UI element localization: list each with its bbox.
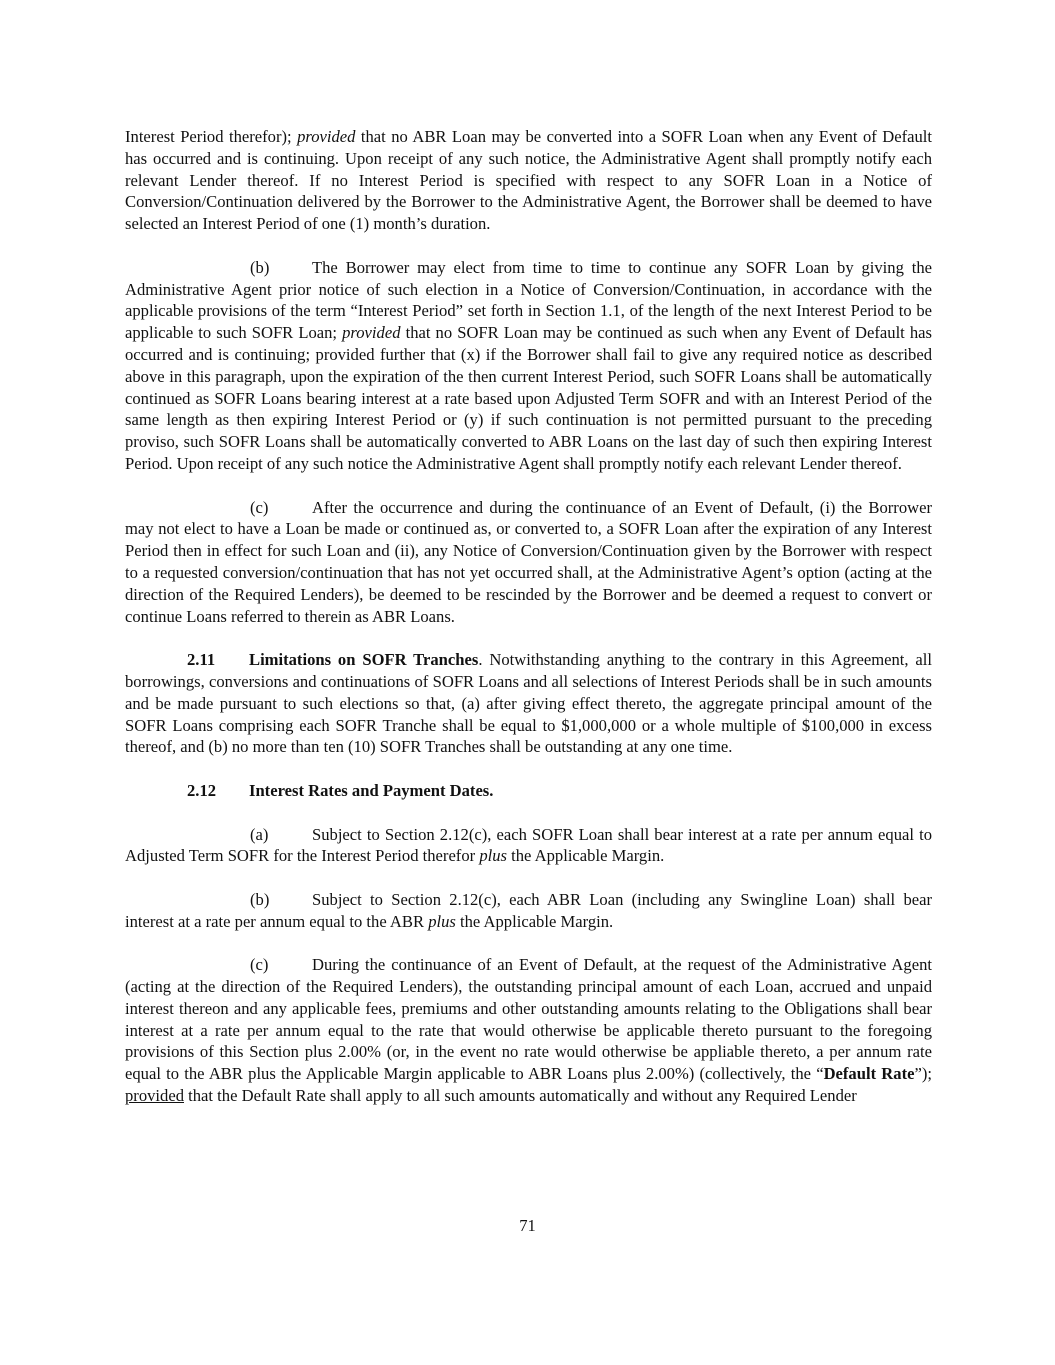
- paragraph-a-sofr-interest: [125, 824, 932, 868]
- text-run: After the occurrence and during the continuance of an Event of Default, (i) the Borrower may not elect to have a Loan be made or continued as, or converted to, a SOFR Loan after the expiration of any Interest Period then in effect for such Loan and (ii), any Notice of Conversion/Continuation given by the Borrower with respect to a requested conversion/continuation that has not yet occurred shall, at the Administrative Agent’s option (acting at the direction of the Required Lenders), be deemed to be rescinded by the Borrower and be deemed a request to convert or continue Loans referred to therein as ABR Loans.: [125, 497, 932, 626]
- italic-run: provided: [297, 127, 356, 146]
- text-run: Subject to Section 2.12(c), each ABR Loan (including any Swingline Loan) shall bear interest at a rate per annum equal to the ABR: [125, 889, 932, 931]
- text-run: that the Default Rate shall apply to all such amounts automatically and without any Required Lender: [184, 1086, 857, 1106]
- section-2-12-heading: [187, 780, 932, 802]
- paragraph-c-default-rate: [125, 954, 932, 1107]
- paragraph-continued: [125, 126, 932, 235]
- section-number: 2.12: [187, 780, 217, 800]
- page-number: 71: [519, 1216, 536, 1235]
- text-run: The Borrower may elect from time to time to continue any SOFR Loan by giving the Administrative Agent prior notice of such election in a Notice of Conversion/Continuation, in accordance with the applicable provisions of the term “Interest Period” set forth in Section 1.1, of the length of the next Interest Period to be applicable to such SOFR Loan;: [125, 257, 932, 343]
- text-run: that no SOFR Loan may be continued as such when any Event of Default has occurred and is continuing; provided further that (x) if the Borrower shall fail to give any required notice as described above in this paragraph, upon the expiration of the then current Interest Period, such SOFR Loans shall be automatically continued as SOFR Loans bearing interest at a rate based upon Adjusted Term SOFR and with an Interest Period of the same length as then expiring Interest Period or (y) if such continuation is not permitted pursuant to the preceding proviso, such SOFR Loans shall be automatically converted to ABR Loans on the last day of such then expiring Interest Period. Upon receipt of any such notice the Administrative Agent shall promptly notify each relevant Lender thereof.: [125, 323, 932, 473]
- paragraph-c-event-of-default: [125, 497, 932, 628]
- italic-run: provided: [342, 323, 401, 343]
- section-title: Interest Rates and Payment Dates.: [249, 780, 494, 800]
- text-run: Interest Period therefor);: [125, 127, 298, 146]
- clause-label: (a): [250, 824, 269, 844]
- clause-label: (c): [250, 955, 269, 975]
- text-run: ”);: [914, 1064, 932, 1084]
- text-run: that no ABR Loan may be converted into a SOFR Loan when any Event of Default has occurred and is continuing. Upon receipt of any such notice, the Administrative Agent shall promptly notify each relevant Lender thereof. If no Interest Period is specified with respect to any SOFR Loan in a Notice of Conversion/Continuation delivered by the Borrower to the Administrative Agent, the Borrower shall be deemed to have selected an Interest Period of one (1) month’s duration.: [125, 127, 932, 234]
- paragraph-b-abr-interest: [125, 889, 932, 933]
- section-title: Limitations on SOFR Tranches: [249, 650, 479, 670]
- clause-label: (b): [250, 889, 270, 909]
- text-run: Subject to Section 2.12(c), each SOFR Loan shall bear interest at a rate per annum equal to Adjusted Term SOFR for the Interest Period therefor: [125, 824, 932, 866]
- section-2-11: [125, 649, 932, 758]
- document-body: [125, 126, 932, 1129]
- paragraph-b-continuation: [125, 257, 932, 475]
- clause-label: (b): [250, 257, 270, 277]
- section-number: 2.11: [187, 650, 216, 670]
- text-run: . Notwithstanding anything to the contrary in this Agreement, all borrowings, conversions and continuations of SOFR Loans and all selections of Interest Periods shall be in such amounts and be made pursuant to such elections so that, (a) after giving effect thereto, the aggregate principal amount of the SOFR Loans comprising each SOFR Tranche shall be equal to $1,000,000 or a whole multiple of $100,000 in excess thereof, and (b) no more than ten (10) SOFR Tranches shall be outstanding at any one time.: [125, 650, 932, 757]
- text-run: During the continuance of an Event of Default, at the request of the Administrative Agent (acting at the direction of the Required Lenders), the outstanding principal amount of each Loan, accrued and unpaid interest thereon and any applicable fees, premiums and other outstanding amounts relating to the Obligations shall bear interest at a rate per annum equal to the rate that would otherwise be applicable thereto pursuant to the foregoing provisions of this Section plus 2.00% (or, in the event no rate would otherwise be appliable thereto, a per annum rate equal to the ABR plus the Applicable Margin applicable to ABR Loans plus 2.00%) (collectively, the “: [125, 955, 932, 1084]
- text-run: the Applicable Margin.: [506, 846, 665, 866]
- italic-run: plus: [428, 911, 456, 931]
- bold-run: Default Rate: [823, 1064, 915, 1084]
- underlined-run: provided: [125, 1086, 184, 1106]
- text-run: the Applicable Margin.: [455, 911, 614, 931]
- italic-run: plus: [479, 846, 507, 866]
- clause-label: (c): [250, 497, 269, 517]
